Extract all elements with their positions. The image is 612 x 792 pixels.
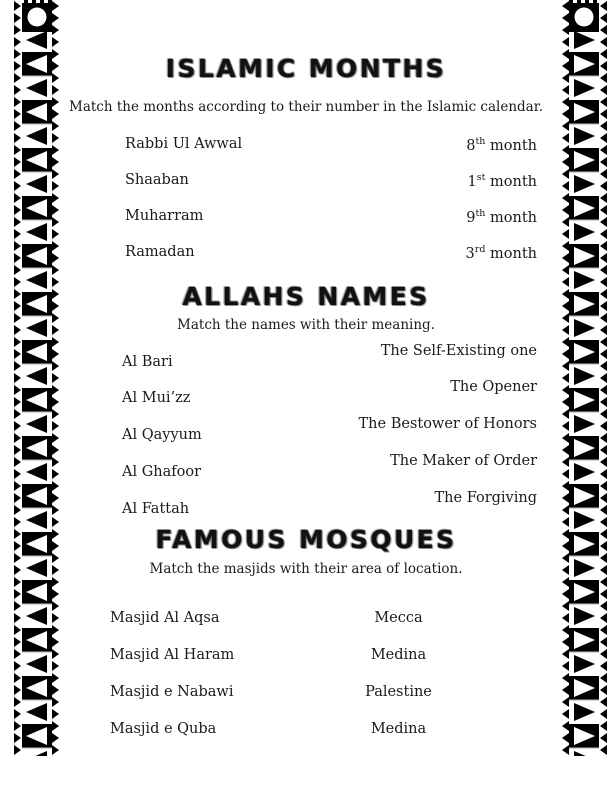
mosque-location[interactable]: Mecca	[374, 610, 423, 627]
ordinal-suffix: st	[476, 172, 486, 184]
allah-name-meaning[interactable]: The Self-Existing one	[380, 343, 537, 360]
mosque-location[interactable]: Palestine	[365, 684, 432, 701]
ordinal-suffix: th	[475, 208, 486, 220]
section-heading-islamic-months: ISLAMIC MONTHS	[165, 54, 447, 83]
allah-name-meaning[interactable]: The Forgiving	[434, 490, 537, 507]
match-rows-allahs-names	[62, 343, 550, 520]
section-famous-mosques	[62, 527, 550, 741]
left-decorative-border	[14, 0, 60, 756]
month-name[interactable]: Shaaban	[125, 172, 189, 189]
match-rows-islamic-months	[62, 137, 550, 269]
match-rows-famous-mosques	[62, 611, 550, 741]
month-unit: month	[490, 174, 537, 191]
mosque-name[interactable]: Masjid e Quba	[110, 721, 217, 738]
section-subtitle-islamic-months: Match the months according to their number in the Islamic calendar.	[69, 99, 543, 116]
month-unit: month	[490, 138, 537, 155]
ordinal-suffix: rd	[474, 244, 486, 256]
section-islamic-months	[62, 56, 550, 269]
section-subtitle-allahs-names: Match the names with their meaning.	[177, 317, 435, 334]
month-name[interactable]: Rabbi Ul Awwal	[125, 136, 243, 153]
allah-name[interactable]: Al Qayyum	[122, 427, 202, 444]
tribal-border-pattern-right	[561, 0, 607, 756]
section-allahs-names	[62, 284, 550, 520]
month-name[interactable]: Ramadan	[125, 244, 195, 261]
month-name[interactable]: Muharram	[125, 208, 204, 225]
mosque-location[interactable]: Medina	[370, 721, 427, 738]
mosque-name[interactable]: Masjid e Nabawi	[110, 684, 234, 701]
section-heading-allahs-names: ALLAHS NAMES	[182, 282, 430, 311]
month-number[interactable]: 9th month	[466, 208, 537, 227]
month-number[interactable]: 3rd month	[465, 244, 537, 263]
tribal-border-pattern-left	[14, 0, 60, 756]
allah-name-meaning[interactable]: The Bestower of Honors	[358, 416, 537, 433]
allah-name[interactable]: Al Bari	[122, 354, 173, 371]
allah-name-meaning[interactable]: The Maker of Order	[390, 453, 537, 470]
allah-name[interactable]: Al Fattah	[122, 501, 190, 518]
mosque-name[interactable]: Masjid Al Haram	[110, 647, 235, 664]
allah-name[interactable]: Al Ghafoor	[122, 464, 202, 481]
month-unit: month	[490, 210, 537, 227]
worksheet-content	[62, 0, 550, 792]
month-number[interactable]: 1st month	[467, 172, 537, 191]
mosque-name[interactable]: Masjid Al Aqsa	[110, 610, 220, 627]
right-decorative-border	[561, 0, 607, 756]
month-unit: month	[490, 246, 537, 263]
allah-name[interactable]: Al Mui’zz	[122, 390, 191, 407]
section-subtitle-famous-mosques: Match the masjids with their area of location.	[149, 561, 463, 578]
ordinal-suffix: th	[475, 136, 486, 148]
section-heading-famous-mosques: FAMOUS MOSQUES	[155, 525, 457, 554]
mosque-location[interactable]: Medina	[370, 647, 427, 664]
allah-name-meaning[interactable]: The Opener	[450, 379, 537, 396]
month-number[interactable]: 8th month	[466, 136, 537, 155]
